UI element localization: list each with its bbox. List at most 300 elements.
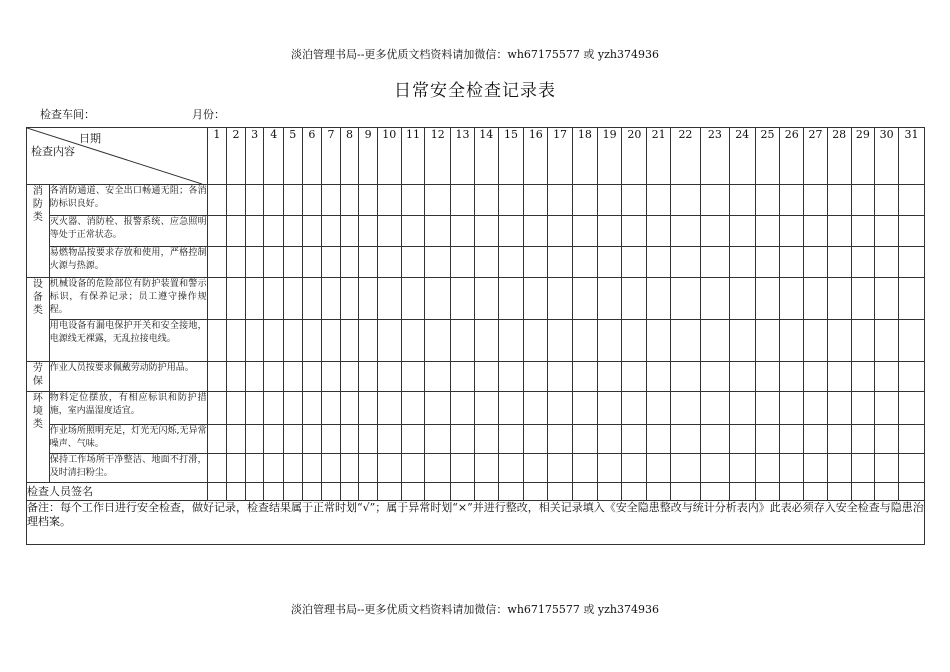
check-cell[interactable] xyxy=(340,278,359,320)
check-cell[interactable] xyxy=(524,278,548,320)
check-cell[interactable] xyxy=(425,392,451,425)
signature-cell[interactable] xyxy=(670,483,700,501)
signature-cell[interactable] xyxy=(207,483,227,501)
check-cell[interactable] xyxy=(622,425,647,454)
check-cell[interactable] xyxy=(302,320,322,362)
signature-cell[interactable] xyxy=(780,483,804,501)
check-cell[interactable] xyxy=(451,216,475,247)
signature-cell[interactable] xyxy=(474,483,498,501)
check-cell[interactable] xyxy=(322,362,341,392)
check-cell[interactable] xyxy=(827,425,851,454)
check-cell[interactable] xyxy=(302,247,322,278)
check-cell[interactable] xyxy=(597,320,622,362)
check-cell[interactable] xyxy=(322,247,341,278)
check-cell[interactable] xyxy=(359,247,378,278)
check-cell[interactable] xyxy=(729,320,755,362)
check-cell[interactable] xyxy=(340,185,359,216)
check-cell[interactable] xyxy=(322,185,341,216)
check-cell[interactable] xyxy=(401,425,425,454)
check-cell[interactable] xyxy=(425,425,451,454)
check-cell[interactable] xyxy=(597,362,622,392)
signature-cell[interactable] xyxy=(284,483,303,501)
check-cell[interactable] xyxy=(622,320,647,362)
check-cell[interactable] xyxy=(340,362,359,392)
check-cell[interactable] xyxy=(302,454,322,483)
check-cell[interactable] xyxy=(851,454,875,483)
check-cell[interactable] xyxy=(851,392,875,425)
check-cell[interactable] xyxy=(207,320,227,362)
check-cell[interactable] xyxy=(899,454,925,483)
check-cell[interactable] xyxy=(284,320,303,362)
check-cell[interactable] xyxy=(227,320,246,362)
check-cell[interactable] xyxy=(227,392,246,425)
check-cell[interactable] xyxy=(401,216,425,247)
check-cell[interactable] xyxy=(524,362,548,392)
signature-cell[interactable] xyxy=(451,483,475,501)
check-cell[interactable] xyxy=(284,185,303,216)
check-cell[interactable] xyxy=(245,247,264,278)
check-cell[interactable] xyxy=(755,454,780,483)
check-cell[interactable] xyxy=(729,362,755,392)
check-cell[interactable] xyxy=(755,278,780,320)
check-cell[interactable] xyxy=(302,392,322,425)
check-cell[interactable] xyxy=(700,362,729,392)
check-cell[interactable] xyxy=(780,216,804,247)
check-cell[interactable] xyxy=(284,454,303,483)
check-cell[interactable] xyxy=(670,185,700,216)
check-cell[interactable] xyxy=(755,216,780,247)
check-cell[interactable] xyxy=(245,392,264,425)
check-cell[interactable] xyxy=(647,454,671,483)
check-cell[interactable] xyxy=(474,216,498,247)
check-cell[interactable] xyxy=(245,425,264,454)
check-cell[interactable] xyxy=(359,185,378,216)
check-cell[interactable] xyxy=(377,278,401,320)
check-cell[interactable] xyxy=(359,392,378,425)
check-cell[interactable] xyxy=(548,320,573,362)
check-cell[interactable] xyxy=(804,454,828,483)
check-cell[interactable] xyxy=(245,454,264,483)
check-cell[interactable] xyxy=(524,392,548,425)
check-cell[interactable] xyxy=(827,320,851,362)
check-cell[interactable] xyxy=(474,320,498,362)
check-cell[interactable] xyxy=(622,278,647,320)
check-cell[interactable] xyxy=(670,425,700,454)
check-cell[interactable] xyxy=(474,392,498,425)
check-cell[interactable] xyxy=(451,392,475,425)
signature-cell[interactable] xyxy=(245,483,264,501)
check-cell[interactable] xyxy=(700,278,729,320)
check-cell[interactable] xyxy=(498,362,524,392)
check-cell[interactable] xyxy=(322,425,341,454)
signature-cell[interactable] xyxy=(227,483,246,501)
check-cell[interactable] xyxy=(729,392,755,425)
check-cell[interactable] xyxy=(597,425,622,454)
check-cell[interactable] xyxy=(207,247,227,278)
check-cell[interactable] xyxy=(474,362,498,392)
check-cell[interactable] xyxy=(700,247,729,278)
check-cell[interactable] xyxy=(875,425,899,454)
signature-cell[interactable] xyxy=(572,483,597,501)
check-cell[interactable] xyxy=(245,185,264,216)
check-cell[interactable] xyxy=(498,454,524,483)
signature-cell[interactable] xyxy=(340,483,359,501)
check-cell[interactable] xyxy=(827,278,851,320)
check-cell[interactable] xyxy=(425,247,451,278)
check-cell[interactable] xyxy=(498,425,524,454)
check-cell[interactable] xyxy=(245,278,264,320)
check-cell[interactable] xyxy=(451,362,475,392)
check-cell[interactable] xyxy=(359,320,378,362)
check-cell[interactable] xyxy=(302,278,322,320)
signature-cell[interactable] xyxy=(700,483,729,501)
check-cell[interactable] xyxy=(227,185,246,216)
check-cell[interactable] xyxy=(548,216,573,247)
check-cell[interactable] xyxy=(597,454,622,483)
check-cell[interactable] xyxy=(548,185,573,216)
check-cell[interactable] xyxy=(264,454,284,483)
check-cell[interactable] xyxy=(804,216,828,247)
check-cell[interactable] xyxy=(572,216,597,247)
check-cell[interactable] xyxy=(597,247,622,278)
check-cell[interactable] xyxy=(700,454,729,483)
check-cell[interactable] xyxy=(498,278,524,320)
check-cell[interactable] xyxy=(425,454,451,483)
check-cell[interactable] xyxy=(670,392,700,425)
check-cell[interactable] xyxy=(804,247,828,278)
check-cell[interactable] xyxy=(451,278,475,320)
check-cell[interactable] xyxy=(377,454,401,483)
check-cell[interactable] xyxy=(827,392,851,425)
check-cell[interactable] xyxy=(875,278,899,320)
check-cell[interactable] xyxy=(875,392,899,425)
check-cell[interactable] xyxy=(425,362,451,392)
check-cell[interactable] xyxy=(498,392,524,425)
check-cell[interactable] xyxy=(755,185,780,216)
check-cell[interactable] xyxy=(729,216,755,247)
check-cell[interactable] xyxy=(322,278,341,320)
check-cell[interactable] xyxy=(322,454,341,483)
check-cell[interactable] xyxy=(804,392,828,425)
check-cell[interactable] xyxy=(597,392,622,425)
check-cell[interactable] xyxy=(451,247,475,278)
check-cell[interactable] xyxy=(524,185,548,216)
signature-cell[interactable] xyxy=(377,483,401,501)
check-cell[interactable] xyxy=(207,278,227,320)
check-cell[interactable] xyxy=(899,320,925,362)
check-cell[interactable] xyxy=(207,362,227,392)
check-cell[interactable] xyxy=(622,247,647,278)
check-cell[interactable] xyxy=(498,320,524,362)
check-cell[interactable] xyxy=(207,392,227,425)
check-cell[interactable] xyxy=(524,425,548,454)
check-cell[interactable] xyxy=(284,247,303,278)
check-cell[interactable] xyxy=(572,454,597,483)
signature-cell[interactable] xyxy=(827,483,851,501)
check-cell[interactable] xyxy=(827,362,851,392)
check-cell[interactable] xyxy=(647,247,671,278)
check-cell[interactable] xyxy=(340,320,359,362)
check-cell[interactable] xyxy=(207,216,227,247)
check-cell[interactable] xyxy=(875,320,899,362)
check-cell[interactable] xyxy=(377,320,401,362)
check-cell[interactable] xyxy=(302,362,322,392)
check-cell[interactable] xyxy=(670,454,700,483)
check-cell[interactable] xyxy=(851,185,875,216)
check-cell[interactable] xyxy=(227,454,246,483)
check-cell[interactable] xyxy=(804,185,828,216)
signature-cell[interactable] xyxy=(264,483,284,501)
check-cell[interactable] xyxy=(359,425,378,454)
signature-cell[interactable] xyxy=(498,483,524,501)
check-cell[interactable] xyxy=(647,278,671,320)
check-cell[interactable] xyxy=(622,185,647,216)
check-cell[interactable] xyxy=(340,247,359,278)
check-cell[interactable] xyxy=(700,185,729,216)
check-cell[interactable] xyxy=(670,247,700,278)
check-cell[interactable] xyxy=(498,216,524,247)
check-cell[interactable] xyxy=(207,425,227,454)
signature-cell[interactable] xyxy=(524,483,548,501)
check-cell[interactable] xyxy=(899,185,925,216)
check-cell[interactable] xyxy=(827,185,851,216)
signature-cell[interactable] xyxy=(359,483,378,501)
check-cell[interactable] xyxy=(340,425,359,454)
check-cell[interactable] xyxy=(572,278,597,320)
check-cell[interactable] xyxy=(899,362,925,392)
check-cell[interactable] xyxy=(700,216,729,247)
check-cell[interactable] xyxy=(548,454,573,483)
check-cell[interactable] xyxy=(498,247,524,278)
check-cell[interactable] xyxy=(302,216,322,247)
check-cell[interactable] xyxy=(875,454,899,483)
check-cell[interactable] xyxy=(401,247,425,278)
check-cell[interactable] xyxy=(780,392,804,425)
check-cell[interactable] xyxy=(755,320,780,362)
check-cell[interactable] xyxy=(780,362,804,392)
check-cell[interactable] xyxy=(377,216,401,247)
check-cell[interactable] xyxy=(284,216,303,247)
check-cell[interactable] xyxy=(524,320,548,362)
check-cell[interactable] xyxy=(498,185,524,216)
check-cell[interactable] xyxy=(572,320,597,362)
check-cell[interactable] xyxy=(401,454,425,483)
check-cell[interactable] xyxy=(474,278,498,320)
check-cell[interactable] xyxy=(425,278,451,320)
signature-cell[interactable] xyxy=(899,483,925,501)
check-cell[interactable] xyxy=(474,425,498,454)
check-cell[interactable] xyxy=(572,185,597,216)
check-cell[interactable] xyxy=(548,247,573,278)
check-cell[interactable] xyxy=(451,454,475,483)
check-cell[interactable] xyxy=(827,216,851,247)
check-cell[interactable] xyxy=(755,392,780,425)
check-cell[interactable] xyxy=(524,454,548,483)
check-cell[interactable] xyxy=(729,454,755,483)
check-cell[interactable] xyxy=(622,392,647,425)
check-cell[interactable] xyxy=(780,278,804,320)
signature-cell[interactable] xyxy=(597,483,622,501)
check-cell[interactable] xyxy=(899,247,925,278)
check-cell[interactable] xyxy=(875,185,899,216)
check-cell[interactable] xyxy=(804,362,828,392)
check-cell[interactable] xyxy=(670,216,700,247)
signature-cell[interactable] xyxy=(875,483,899,501)
check-cell[interactable] xyxy=(425,216,451,247)
signature-cell[interactable] xyxy=(647,483,671,501)
check-cell[interactable] xyxy=(755,425,780,454)
check-cell[interactable] xyxy=(647,216,671,247)
check-cell[interactable] xyxy=(284,278,303,320)
check-cell[interactable] xyxy=(322,216,341,247)
check-cell[interactable] xyxy=(302,185,322,216)
signature-cell[interactable] xyxy=(729,483,755,501)
check-cell[interactable] xyxy=(359,454,378,483)
check-cell[interactable] xyxy=(851,247,875,278)
check-cell[interactable] xyxy=(804,425,828,454)
check-cell[interactable] xyxy=(851,320,875,362)
check-cell[interactable] xyxy=(780,185,804,216)
check-cell[interactable] xyxy=(401,278,425,320)
check-cell[interactable] xyxy=(302,425,322,454)
check-cell[interactable] xyxy=(572,247,597,278)
check-cell[interactable] xyxy=(647,362,671,392)
check-cell[interactable] xyxy=(245,216,264,247)
check-cell[interactable] xyxy=(647,320,671,362)
check-cell[interactable] xyxy=(548,362,573,392)
check-cell[interactable] xyxy=(227,247,246,278)
check-cell[interactable] xyxy=(670,362,700,392)
check-cell[interactable] xyxy=(780,454,804,483)
check-cell[interactable] xyxy=(401,320,425,362)
check-cell[interactable] xyxy=(474,247,498,278)
check-cell[interactable] xyxy=(729,278,755,320)
check-cell[interactable] xyxy=(340,454,359,483)
signature-cell[interactable] xyxy=(322,483,341,501)
check-cell[interactable] xyxy=(700,425,729,454)
check-cell[interactable] xyxy=(851,425,875,454)
check-cell[interactable] xyxy=(597,185,622,216)
check-cell[interactable] xyxy=(597,216,622,247)
check-cell[interactable] xyxy=(548,278,573,320)
check-cell[interactable] xyxy=(284,362,303,392)
check-cell[interactable] xyxy=(377,247,401,278)
check-cell[interactable] xyxy=(245,320,264,362)
check-cell[interactable] xyxy=(227,425,246,454)
check-cell[interactable] xyxy=(340,392,359,425)
check-cell[interactable] xyxy=(729,247,755,278)
check-cell[interactable] xyxy=(899,278,925,320)
signature-cell[interactable] xyxy=(622,483,647,501)
check-cell[interactable] xyxy=(827,247,851,278)
check-cell[interactable] xyxy=(284,392,303,425)
check-cell[interactable] xyxy=(647,425,671,454)
check-cell[interactable] xyxy=(548,425,573,454)
check-cell[interactable] xyxy=(425,320,451,362)
check-cell[interactable] xyxy=(245,362,264,392)
check-cell[interactable] xyxy=(227,278,246,320)
check-cell[interactable] xyxy=(622,454,647,483)
check-cell[interactable] xyxy=(780,320,804,362)
signature-cell[interactable] xyxy=(804,483,828,501)
check-cell[interactable] xyxy=(700,392,729,425)
check-cell[interactable] xyxy=(322,320,341,362)
check-cell[interactable] xyxy=(359,216,378,247)
check-cell[interactable] xyxy=(401,362,425,392)
check-cell[interactable] xyxy=(622,216,647,247)
check-cell[interactable] xyxy=(377,362,401,392)
check-cell[interactable] xyxy=(729,185,755,216)
check-cell[interactable] xyxy=(875,216,899,247)
signature-cell[interactable] xyxy=(548,483,573,501)
check-cell[interactable] xyxy=(875,362,899,392)
check-cell[interactable] xyxy=(401,392,425,425)
signature-cell[interactable] xyxy=(302,483,322,501)
check-cell[interactable] xyxy=(780,247,804,278)
check-cell[interactable] xyxy=(572,392,597,425)
check-cell[interactable] xyxy=(548,392,573,425)
check-cell[interactable] xyxy=(875,247,899,278)
check-cell[interactable] xyxy=(401,185,425,216)
check-cell[interactable] xyxy=(227,362,246,392)
check-cell[interactable] xyxy=(622,362,647,392)
check-cell[interactable] xyxy=(207,454,227,483)
check-cell[interactable] xyxy=(425,185,451,216)
check-cell[interactable] xyxy=(851,216,875,247)
check-cell[interactable] xyxy=(899,216,925,247)
check-cell[interactable] xyxy=(264,392,284,425)
check-cell[interactable] xyxy=(804,278,828,320)
check-cell[interactable] xyxy=(451,185,475,216)
check-cell[interactable] xyxy=(451,425,475,454)
check-cell[interactable] xyxy=(359,278,378,320)
check-cell[interactable] xyxy=(524,247,548,278)
check-cell[interactable] xyxy=(377,425,401,454)
check-cell[interactable] xyxy=(322,392,341,425)
check-cell[interactable] xyxy=(899,392,925,425)
check-cell[interactable] xyxy=(647,392,671,425)
check-cell[interactable] xyxy=(264,278,284,320)
check-cell[interactable] xyxy=(524,216,548,247)
check-cell[interactable] xyxy=(851,362,875,392)
signature-cell[interactable] xyxy=(851,483,875,501)
check-cell[interactable] xyxy=(474,454,498,483)
check-cell[interactable] xyxy=(377,392,401,425)
check-cell[interactable] xyxy=(670,278,700,320)
check-cell[interactable] xyxy=(227,216,246,247)
check-cell[interactable] xyxy=(827,454,851,483)
check-cell[interactable] xyxy=(647,185,671,216)
check-cell[interactable] xyxy=(755,247,780,278)
check-cell[interactable] xyxy=(264,247,284,278)
check-cell[interactable] xyxy=(729,425,755,454)
check-cell[interactable] xyxy=(700,320,729,362)
check-cell[interactable] xyxy=(755,362,780,392)
check-cell[interactable] xyxy=(264,216,284,247)
signature-cell[interactable] xyxy=(425,483,451,501)
check-cell[interactable] xyxy=(597,278,622,320)
signature-cell[interactable] xyxy=(755,483,780,501)
check-cell[interactable] xyxy=(572,362,597,392)
signature-cell[interactable] xyxy=(401,483,425,501)
check-cell[interactable] xyxy=(264,185,284,216)
check-cell[interactable] xyxy=(804,320,828,362)
check-cell[interactable] xyxy=(851,278,875,320)
check-cell[interactable] xyxy=(670,320,700,362)
check-cell[interactable] xyxy=(899,425,925,454)
check-cell[interactable] xyxy=(474,185,498,216)
check-cell[interactable] xyxy=(572,425,597,454)
